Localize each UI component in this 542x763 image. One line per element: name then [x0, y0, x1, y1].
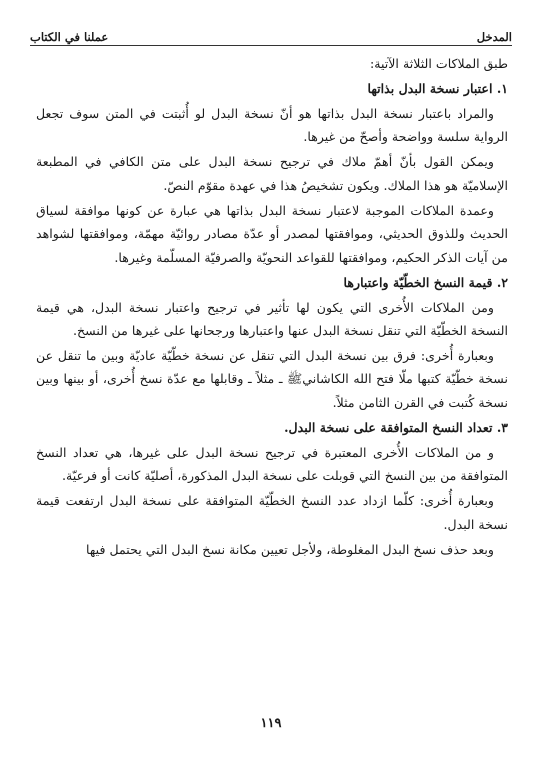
page-number: ١١٩: [260, 716, 282, 731]
paragraph: و من الملاكات الأُخرى المعتبرة في ترجيح نسخة البدل على غيرها، هي تعداد النسخ المتوافقة من بين النسخ التي قوبلت على نسخة البدل المذكورة، أصليّة كانت أو فرعيّة.: [36, 444, 508, 484]
paragraph: وبعد حذف نسخ البدل المغلوطة، ولأجل تعيين مكانة نسخ البدل التي يحتمل فيها: [86, 541, 494, 557]
paragraph: ومن الملاكات الأُخرى التي يكون لها تأثير في ترجيح واعتبار نسخة البدل، هي قيمة النسخة الخطّيّة التي تنقل نسخة البدل عنها واعتبارها ورجحانها على غيرها من النسخ.: [36, 299, 508, 339]
paragraph: وعمدة الملاكات الموجبة لاعتبار نسخة البدل بذاتها هي عبارة عن كونها موافقة لسياق الحديث وللذوق الحديثي، وموافقتها لمصدر أو عدّة مصادر روائيّة مهمّة، وموافقتها لشواهد من آيات الذكر الحكيم، وموافقتها للقواعد النحويّة والصرفيّة المسلّمة وغيرها.: [36, 202, 508, 265]
body-text: [36, 52, 508, 563]
paragraph: طبق الملاكات الثلاثة الآتية:: [369, 56, 508, 71]
section-heading: ١. اعتبار نسخة البدل بذاتها: [367, 81, 508, 96]
header-divider: [30, 45, 512, 46]
section-heading: ٣. تعداد النسخ المتوافقة على نسخة البدل.: [284, 419, 508, 435]
paragraph: والمراد باعتبار نسخة البدل بذاتها هو أنّ نسخة البدل لو أُثبتت في المتن سوف تجعل الرواية سلسة وواضحة وأصحّ من غيرها.: [36, 106, 508, 145]
section-heading: ٢. قيمة النسخ الخطّيّة واعتبارها: [343, 274, 508, 290]
paragraph: وبعبارة أُخرى: كلّما ازداد عدد النسخ الخطّيّة المتوافقة على نسخة البدل ارتفعت قيمة نسخة البدل.: [36, 493, 508, 532]
book-title: عملنا في الكتاب: [30, 30, 109, 44]
paragraph: وبعبارة أُخرى: فرق بين نسخة البدل التي تنقل عن نسخة خطّيّة عاديّة وبين ما تنقل عن نسخة خطّيّة كتبها ملّا فتح الله الكاشانيﷺ ـ مثلاً ـ وقابلها مع عدّة نسخ أُخرى، أو بينها وبين نسخة كُتبت في القرن الثامن مثلاً.: [36, 348, 508, 410]
section-title: المدخل: [476, 30, 512, 44]
paragraph: ويمكن القول بأنّ أهمّ ملاك في ترجيح نسخة البدل على متن الكافي في المطبعة الإسلاميّة هو هذا الملاك. ويكون تشخيصُ هذا في عهدة مقوّم النصّ.: [36, 154, 508, 193]
running-header: [30, 22, 512, 44]
